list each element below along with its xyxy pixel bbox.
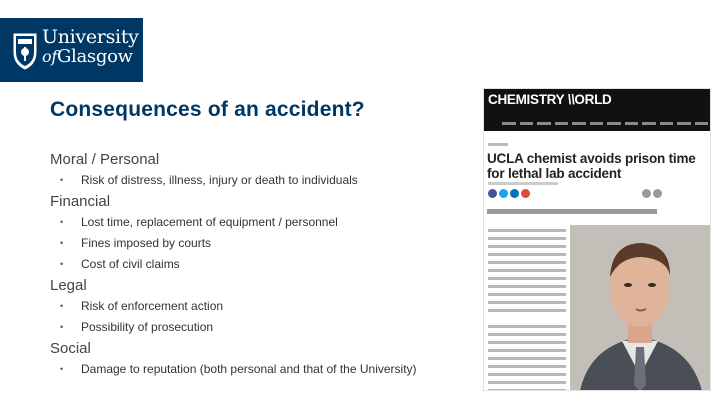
person-photo	[570, 225, 710, 391]
section-heading-moral: Moral / Personal	[50, 151, 160, 168]
bullet-dot: •	[60, 175, 64, 185]
email-icon	[521, 189, 530, 198]
crest-icon	[13, 30, 37, 70]
article-headline: UCLA chemist avoids prison time for lethal lab accident	[487, 151, 696, 181]
bullet-item	[50, 170, 460, 191]
bullet-text: Cost of civil claims	[81, 257, 180, 271]
bullet-dot: •	[60, 217, 64, 227]
linkedin-icon	[510, 189, 519, 198]
portrait-icon	[570, 225, 710, 391]
publication-logo: CHEMISTRY \\ORLD	[488, 92, 612, 107]
university-logo	[0, 18, 143, 82]
comment-icon	[653, 189, 662, 198]
facebook-icon	[488, 189, 497, 198]
news-article-image	[483, 88, 711, 391]
bullet-text: Possibility of prosecution	[81, 320, 214, 334]
logo-line-1: University	[42, 26, 139, 48]
bullet-dot: •	[60, 364, 64, 374]
logo-line-2-main: Glasgow	[56, 46, 133, 67]
w-glyph-icon: \\	[567, 92, 575, 107]
article-kicker	[488, 143, 508, 146]
section-heading-legal: Legal	[50, 277, 87, 294]
bullet-text: Fines imposed by courts	[81, 236, 212, 250]
bullet-item	[50, 317, 460, 338]
bullet-item	[50, 212, 460, 233]
bullet-text: Risk of enforcement action	[81, 299, 224, 313]
section-heading-financial: Financial	[50, 193, 111, 210]
bullet-text: Risk of distress, illness, injury or death to individuals	[81, 173, 358, 187]
bullet-item	[50, 254, 460, 275]
slide-title: Consequences of an accident?	[50, 98, 365, 121]
publication-nav	[502, 122, 708, 126]
print-icon	[642, 189, 651, 198]
article-summary	[487, 209, 657, 214]
article-body	[488, 229, 566, 391]
article-byline	[488, 182, 558, 185]
bullet-dot: •	[60, 301, 64, 311]
bullet-text: Lost time, replacement of equipment / personnel	[81, 215, 338, 229]
bullet-item	[50, 296, 460, 317]
bullet-item	[50, 359, 460, 380]
bullet-item	[50, 233, 460, 254]
bullet-dot: •	[60, 259, 64, 269]
slide-content	[50, 149, 460, 380]
bullet-dot: •	[60, 322, 64, 332]
logo-line-2-prefix: of	[42, 47, 57, 66]
section-heading-social: Social	[50, 340, 91, 357]
publication-header	[484, 89, 711, 131]
bullet-dot: •	[60, 238, 64, 248]
twitter-icon	[499, 189, 508, 198]
bullet-text: Damage to reputation (both personal and that of the University)	[81, 362, 417, 376]
